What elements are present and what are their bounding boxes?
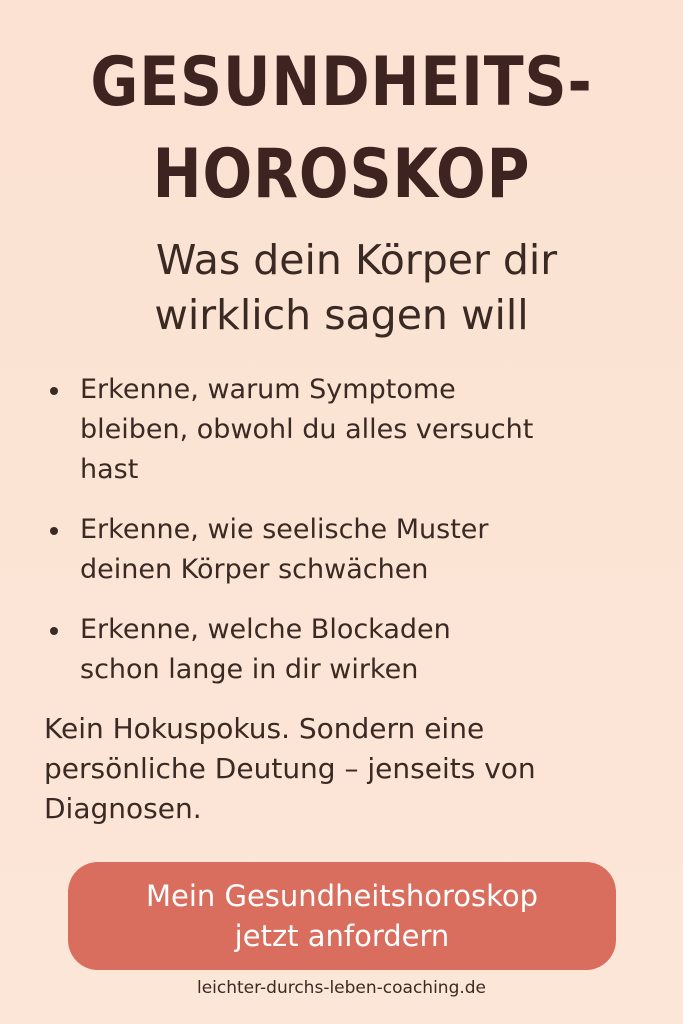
cta-label-line-2: jetzt anfordern bbox=[234, 919, 450, 953]
list-item bbox=[44, 510, 644, 590]
list-item bbox=[44, 370, 644, 490]
list-item-line: bleiben, obwohl du alles versucht bbox=[80, 414, 534, 445]
bullet-dot-icon bbox=[50, 527, 58, 535]
list-item-line: schon lange in dir wirken bbox=[80, 654, 419, 685]
body-line: persönliche Deutung – jenseits von bbox=[44, 752, 536, 785]
bullet-dot-icon bbox=[50, 387, 58, 395]
website-url: leichter-durchs-leben-coaching.de bbox=[196, 978, 487, 998]
list-item-line: hast bbox=[80, 454, 139, 485]
headline-line-2: HOROSKOP bbox=[152, 135, 531, 214]
list-item-line: Erkenne, welche Blockaden bbox=[80, 614, 451, 645]
list-item bbox=[44, 610, 644, 690]
list-item-line: deinen Körper schwächen bbox=[80, 554, 429, 585]
benefit-list bbox=[44, 370, 644, 710]
subheadline-line-2: wirklich sagen will bbox=[154, 291, 529, 339]
headline-line-1: GESUNDHEITS- bbox=[90, 43, 593, 122]
cta-label-line-1: Mein Gesundheitshoroskop bbox=[145, 879, 539, 913]
body-paragraph bbox=[44, 709, 654, 829]
list-item-line: Erkenne, warum Symptome bbox=[80, 374, 456, 405]
subheadline-line-1: Was dein Körper dir bbox=[155, 236, 558, 284]
body-line: Kein Hokuspokus. Sondern eine bbox=[44, 712, 485, 745]
bullet-dot-icon bbox=[50, 627, 58, 635]
body-line: Diagnosen. bbox=[44, 792, 202, 825]
list-item-line: Erkenne, wie seelische Muster bbox=[80, 514, 489, 545]
request-horoscope-button[interactable] bbox=[68, 862, 616, 970]
